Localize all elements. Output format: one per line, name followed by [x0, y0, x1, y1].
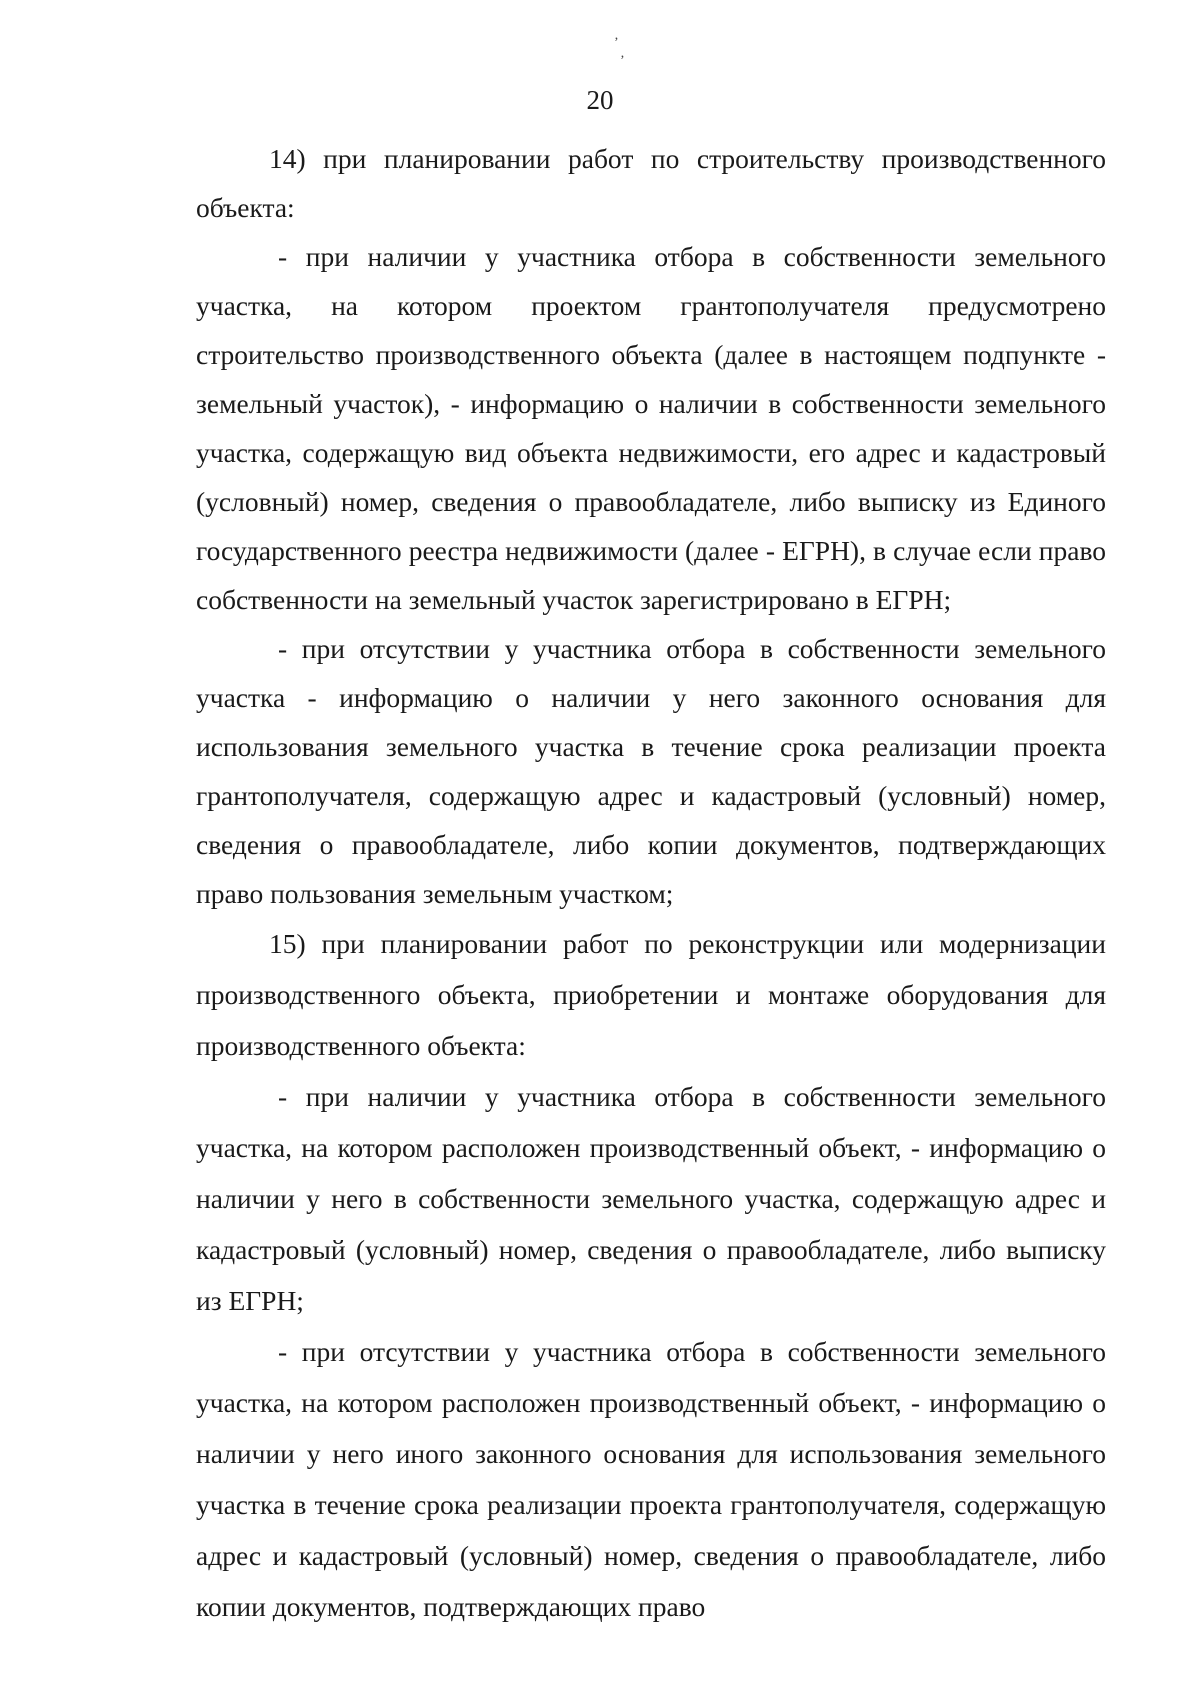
scan-artifact-mark: ‚ [614, 28, 619, 43]
page-number: 20 [586, 85, 614, 115]
paragraph-item-15-land-owned: - при наличии у участника отбора в собственности земельного участка, на котором расположен производственный объект, - информацию о наличии у него в собственности земельного участка, содержащую адрес и кадастровый (условный) номер, сведения о правообладателе, либо выписку из ЕГРН; [196, 1081, 1106, 1316]
scan-artifact-mark: ‚ [620, 46, 625, 61]
paragraph-item-15: 15) при планировании работ по реконструкции или модернизации производственного объекта, приобретении и монтаже оборудования для производственного объекта: [196, 928, 1106, 1061]
paragraph-item-14-land-not-owned: - при отсутствии у участника отбора в собственности земельного участка - информацию о наличии у него законного основания для использования земельного участка в течение срока реализации проекта грантополучателя, содержащую адрес и кадастровый (условный) номер, сведения о правообладателе, либо копии документов, подтверждающих право пользования земельным участком; [196, 633, 1106, 909]
document-body [196, 134, 1106, 1632]
paragraph-item-14-land-owned: - при наличии у участника отбора в собственности земельного участка, на котором проектом грантополучателя предусмотрено строительство производственного объекта (далее в настоящем подпункте - земельный участок), - информацию о наличии в собственности земельного участка, содержащую вид объекта недвижимости, его адрес и кадастровый (условный) номер, сведения о правообладателе, либо выписку из Единого государственного реестра недвижимости (далее - ЕГРН), в случае если право собственности на земельный участок зарегистрировано в ЕГРН; [196, 241, 1106, 615]
paragraph-item-14: 14) при планировании работ по строительству производственного объекта: [196, 143, 1106, 223]
paragraph-item-15-land-not-owned: - при отсутствии у участника отбора в собственности земельного участка, на котором расположен производственный объект, - информацию о наличии у него иного законного основания для использования земельного участка в течение срока реализации проекта грантополучателя, содержащую адрес и кадастровый (условный) номер, сведения о правообладателе, либо копии документов, подтверждающих право [196, 1336, 1106, 1622]
